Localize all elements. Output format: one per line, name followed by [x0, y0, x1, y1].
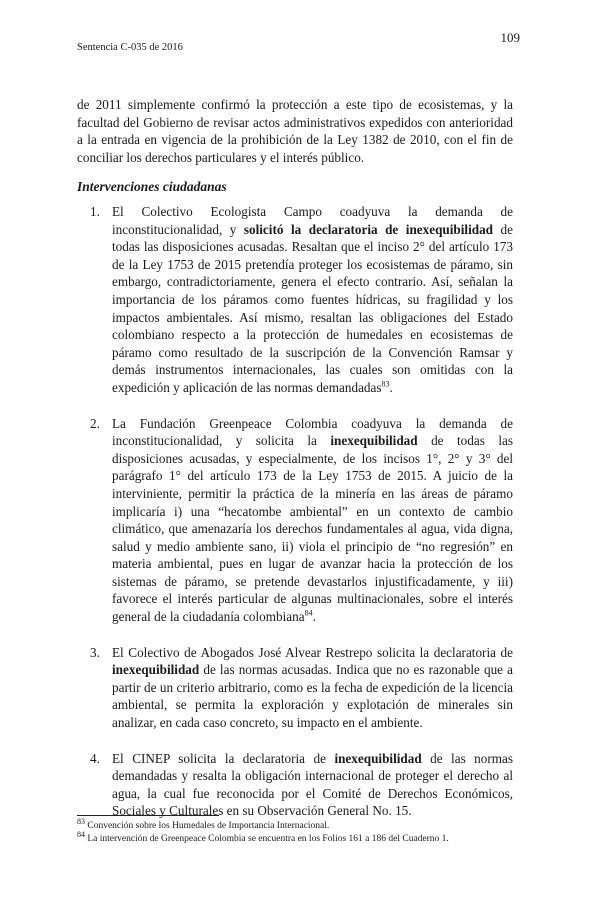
page-number: 109	[500, 30, 520, 45]
list-item	[90, 750, 513, 820]
interventions-list	[90, 203, 513, 838]
item-number: 1.	[90, 204, 100, 219]
footnote-text: Convención sobre los Humedales de Importancia Internacional.	[85, 821, 330, 831]
footnote-number: 83	[77, 816, 85, 826]
section-title: Intervenciones ciudadanas	[77, 179, 227, 194]
item-number: 4.	[90, 750, 100, 766]
item-number: 3.	[90, 644, 100, 660]
list-item	[90, 644, 513, 732]
footnotes	[77, 816, 517, 845]
item-text	[112, 203, 513, 397]
item-text-part: El CINEP solicita la declaratoria de	[112, 750, 335, 766]
item-text	[112, 644, 513, 732]
item-text	[112, 750, 513, 820]
item-text-part: de las normas demandadas y resalta la obligación internacional de proteger el derecho al agua, la cual fue reconocida por el Comité de Derechos Económicos, Sociales y Culturales en su Observación General No. 15.	[112, 750, 513, 819]
item-text-part: El Colectivo de Abogados José Alvear Restrepo solicita la declaratoria de	[112, 644, 513, 660]
intro-paragraph: de 2011 simplemente confirmó la protección a este tipo de ecosistemas, y la facultad del Gobierno de revisar actos administrativos expedidos con anterioridad a la entrada en vigencia de la prohibición de la Ley 1382 de 2010, con el fin de conciliar los derechos particulares y el interés público.	[77, 97, 513, 165]
item-emphasis: solicitó la declaratoria de inexequibilidad	[243, 221, 494, 237]
running-head: Sentencia C-035 de 2016	[77, 42, 183, 53]
footnote	[77, 816, 517, 833]
footnote-divider	[77, 815, 219, 816]
footnote-ref: 83	[381, 379, 390, 389]
footnote-number: 84	[77, 829, 85, 839]
item-emphasis: inexequibilidad	[330, 433, 418, 449]
item-text-end: .	[389, 379, 393, 395]
item-number: 2.	[90, 415, 100, 431]
item-text-part: de todas las disposiciones acusadas, y especialmente, de los incisos 1°, 2° y 3° del parágrafo 1° del artículo 173 de la Ley 1753 de 2015. A juicio de la interviniente, permitir la práctica de la minería en las áreas de páramo implicaría i) una “hecatombe ambiental” en un contexto de cambio climático, que amenazaría los derechos fundamentales al agua, vida digna, salud y medio ambiente sano, ii) viola el principio de “no regresión” en materia ambiental, pues en lugar de avanzar hacia la protección de los sistemas de páramo, se pretende devastarlos injustificadamente, y iii) favorece el interés particular de algunas multinacionales, sobre el interés general de la ciudadanía colombiana	[112, 433, 513, 625]
footnote-ref: 84	[304, 608, 313, 618]
footnote	[77, 829, 517, 846]
list-item	[90, 203, 513, 397]
footnote-text: La intervención de Greenpeace Colombia se encuentra en los Folios 161 a 186 del Cuaderno 1.	[85, 833, 449, 844]
list-item	[90, 415, 513, 626]
item-text-part: La Fundación Greenpeace Colombia coadyuva la demanda de inconstitucionalidad, y solicita la	[112, 415, 513, 449]
item-text-part: de todas las disposiciones acusadas. Resaltan que el inciso 2° del artículo 173 de la Ley 1753 de 2015 pretendía proteger los ecosistemas de páramo, sin embargo, contradictoriamente, genera el efecto contrario. Así, señalan la importancia de los páramos como fuentes hídricas, su fragilidad y los impactos ambientales. Así mismo, resaltan las obligaciones del Estado colombiano respecto a la protección de humedales en ecosistemas de páramo como resultado de la suscripción de la Convención Ramsar y demás instrumentos internacionales, las cuales son omitidas con la expedición y aplicación de las normas demandadas	[112, 221, 513, 395]
item-text	[112, 415, 513, 626]
item-text-end: .	[312, 609, 316, 625]
item-emphasis: inexequibilidad	[334, 750, 422, 766]
item-text-part: El Colectivo Ecologista Campo coadyuva la demanda de inconstitucionalidad, y	[112, 204, 513, 237]
item-text-part: de las normas acusadas. Indica que no es razonable que a partir de un criterio arbitrario, como es la fecha de expedición de la licencia ambiental, se permita la exploración y explotación de minerales sin analizar, en cada caso concreto, su impacto en el ambiente.	[112, 662, 513, 731]
item-emphasis: inexequibilidad	[112, 662, 200, 678]
